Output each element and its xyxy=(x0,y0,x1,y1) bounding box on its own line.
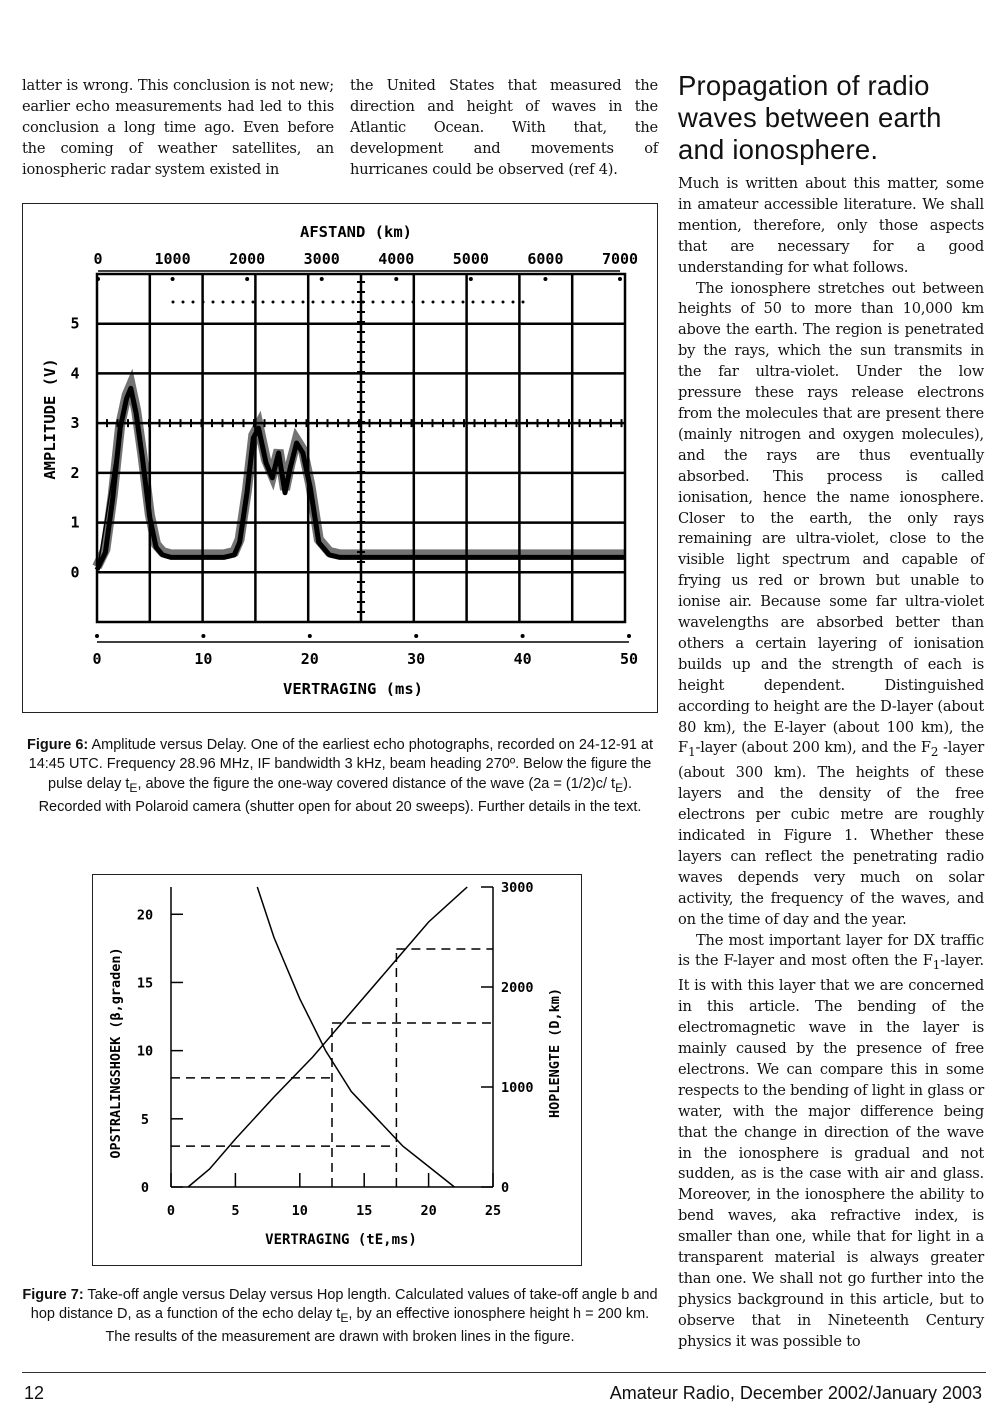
reference-dot xyxy=(182,301,185,304)
bottom-tick-dot xyxy=(521,634,525,638)
y2-tick-label: 0 xyxy=(501,1180,510,1196)
reference-dot xyxy=(172,301,175,304)
y-tick-label: 3 xyxy=(70,414,80,433)
reference-dot xyxy=(322,301,325,304)
x-tick-label: 10 xyxy=(291,1203,308,1219)
top-tick-dot xyxy=(394,277,398,281)
text-span: The most important layer for DX traffic is the F-layer and most often the F xyxy=(678,931,984,970)
y-tick-label: 0 xyxy=(140,1180,150,1196)
bottom-tick-dot xyxy=(414,634,418,638)
reference-dot xyxy=(402,301,405,304)
x-tick-label: 0 xyxy=(92,650,102,668)
x-tick-label: 20 xyxy=(300,650,319,668)
caption-label: Figure 7: xyxy=(22,1287,84,1303)
top-tick-dot xyxy=(320,277,324,281)
subscript: 2 xyxy=(930,745,939,760)
subscript: 1 xyxy=(932,958,941,973)
reference-dot xyxy=(192,301,195,304)
take-off-angle-curve xyxy=(257,887,454,1187)
caption-text: Take-off angle versus Delay versus Hop length. Calculated values of take-off angle b and hop distance D, as a function of the echo delay t xyxy=(30,1287,658,1323)
x-tick-label: 15 xyxy=(356,1203,373,1219)
x-tick-label: 5 xyxy=(231,1203,240,1219)
article-heading: Propagation of radio waves between earth and ionosphere. xyxy=(678,70,942,165)
reference-dot xyxy=(292,301,295,304)
reference-dot xyxy=(422,301,425,304)
y2-tick-label: 1000 xyxy=(501,1080,534,1096)
bottom-tick-dot xyxy=(95,634,99,638)
x-tick-label: 0 xyxy=(166,1203,176,1219)
y-tick-label: 4 xyxy=(70,364,80,383)
y2-axis-label: HOPLENGTE (D,km) xyxy=(547,987,563,1119)
bottom-tick-dot xyxy=(627,634,631,638)
reference-dot xyxy=(242,301,245,304)
top-axis-label: AFSTAND (km) xyxy=(300,223,412,241)
top-tick-label: 4000 xyxy=(378,250,415,268)
x-axis-label: VERTRAGING (ms) xyxy=(283,680,423,698)
top-tick-label: 3000 xyxy=(303,250,340,268)
figure-6-chart xyxy=(23,204,657,712)
reference-dot xyxy=(382,301,385,304)
text-span: -layer (about 200 km), and the F xyxy=(695,739,931,757)
figure-6-caption xyxy=(22,736,658,817)
reference-dot xyxy=(212,301,215,304)
y-tick-label: 20 xyxy=(136,907,154,924)
reference-dot xyxy=(482,301,485,304)
col2-paragraph: the United States that measured the direction and height of waves in the Atlantic Ocean. With that, the development and movements of hurricanes could be observed (ref 4). xyxy=(350,77,658,178)
x-tick-label: 10 xyxy=(194,650,213,668)
bottom-tick-dot xyxy=(308,634,312,638)
top-tick-dot xyxy=(171,277,175,281)
top-tick-label: 5000 xyxy=(452,250,489,268)
reference-dot xyxy=(352,301,355,304)
reference-dot xyxy=(442,301,445,304)
reference-dot xyxy=(282,301,285,304)
y-tick-label: 10 xyxy=(136,1043,154,1060)
subscript: 1 xyxy=(687,745,696,760)
top-tick-dot xyxy=(469,277,473,281)
caption-text: , above the figure the one-way covered distance of the wave (2a = (1/2)c/ t xyxy=(137,775,616,792)
reference-dot xyxy=(262,301,265,304)
figure-6-frame xyxy=(22,203,658,713)
top-tick-dot xyxy=(245,277,249,281)
reference-dot xyxy=(392,301,395,304)
top-tick-label: 6000 xyxy=(527,250,564,268)
col3-paragraph-2 xyxy=(678,279,984,931)
reference-dot xyxy=(432,301,435,304)
top-tick-label: 1000 xyxy=(154,250,191,268)
column-1 xyxy=(22,76,334,181)
x-tick-label: 40 xyxy=(513,650,532,668)
y-tick-label: 1 xyxy=(70,513,80,532)
reference-dot xyxy=(452,301,455,304)
reference-dot xyxy=(412,301,415,304)
text-span: -layer (about 300 km). The heights of these layers and the density of the free electrons per cubic metre are roughly indicated in Figure 1. Whether these layers can reflect the penetrating radio waves depends very much on solar activity, the frequency of the waves, and on the time of day and the year. xyxy=(678,739,984,928)
caption-text: ). Recorded with Polaroid camera (shutter open for about 20 sweeps). Further details in the text. xyxy=(38,775,642,815)
reference-dot xyxy=(202,301,205,304)
reference-dot xyxy=(332,301,335,304)
top-tick-dot xyxy=(543,277,547,281)
reference-dot xyxy=(362,301,365,304)
caption-text: , by an effective ionosphere height h = 200 km. The results of the measurement are drawn with broken lines in the figure. xyxy=(105,1306,650,1346)
reference-dot xyxy=(302,301,305,304)
figure-7-chart xyxy=(93,875,581,1265)
caption-label: Figure 6: xyxy=(27,737,89,753)
reference-dot xyxy=(252,301,255,304)
col3-paragraph-3 xyxy=(678,931,984,1353)
y2-tick-label: 2000 xyxy=(501,980,534,996)
y2-tick-label: 3000 xyxy=(501,880,534,896)
figure-7-caption xyxy=(22,1286,658,1348)
top-tick-label: 0 xyxy=(93,250,103,268)
y-axis-label: OPSTRALINGSHOEK (β,graden) xyxy=(108,947,124,1159)
subscript: E xyxy=(129,780,138,795)
reference-dot xyxy=(342,301,345,304)
page-number: 12 xyxy=(24,1383,45,1403)
reference-dot xyxy=(462,301,465,304)
column-2 xyxy=(350,76,658,181)
subscript: E xyxy=(615,780,624,795)
caption-text: Amplitude versus Delay. One of the earliest echo photographs, recorded on 24-12-91 at 14:45 UTC. Frequency 28.96 MHz, IF bandwidth 3 kHz, beam heading 270º. Below the figure the pulse delay t xyxy=(28,737,653,792)
x-tick-label: 30 xyxy=(407,650,426,668)
x-tick-label: 50 xyxy=(619,650,639,668)
hop-length-curve xyxy=(188,887,467,1187)
reference-dot xyxy=(232,301,235,304)
top-tick-dot xyxy=(618,277,622,281)
reference-dot xyxy=(222,301,225,304)
text-span: The ionosphere stretches out between heights of 50 to more than 10,000 km above the earth. The region is penetrated by the rays, which the sun transmits in the far ultra-violet. Under the low pressure these rays release electrons from the molecules that are present there (mainly nitrogen and oxygen molecules), and the rays are thus eventually absorbed. This process is called ionisation, hence the name ionosphere. Closer to the earth, the only rays remaining are ultra-violet, close to the visible light spectrum and capable of frying us red or brown but unable to ionise air. Because some far ultra-violet wavelengths are absorbed better than others a certain layering of ionisation builds up and the strength of each is height dependent. Distinguished according to height are the D-layer (about 80 km), the E-layer (about 100 km), the F xyxy=(678,279,984,757)
publication-line: Amateur Radio, December 2002/January 2003 xyxy=(609,1383,982,1403)
reference-dot xyxy=(522,301,525,304)
y-tick-label: 0 xyxy=(70,563,80,582)
col3-paragraph-1: Much is written about this matter, some in amateur accessible literature. We shall mention, therefore, only those aspects that are necessary for a good understanding for what follows. xyxy=(678,175,984,276)
subscript: E xyxy=(340,1311,349,1326)
figure-7-frame xyxy=(92,874,582,1266)
top-tick-label: 2000 xyxy=(229,250,266,268)
reference-dot xyxy=(312,301,315,304)
y-axis-label: AMPLITUDE (V) xyxy=(41,358,59,480)
column-3 xyxy=(678,174,984,1353)
y-tick-label: 15 xyxy=(136,975,154,992)
top-tick-dot xyxy=(96,277,100,281)
y-tick-label: 2 xyxy=(70,463,80,482)
reference-dot xyxy=(502,301,505,304)
reference-dot xyxy=(492,301,495,304)
y-tick-label: 5 xyxy=(70,314,80,333)
y-tick-label: 5 xyxy=(140,1111,150,1128)
reference-dot xyxy=(472,301,475,304)
col1-paragraph: latter is wrong. This conclusion is not new; earlier echo measurements had led to this conclusion a long time ago. Even before the coming of weather satellites, an ionospheric radar system existed in xyxy=(22,77,334,178)
x-axis-label: VERTRAGING (tE,ms) xyxy=(265,1232,417,1248)
reference-dot xyxy=(372,301,375,304)
reference-dot xyxy=(272,301,275,304)
footer-rule xyxy=(22,1372,986,1373)
top-tick-label: 7000 xyxy=(601,250,639,268)
x-tick-label: 25 xyxy=(484,1203,502,1219)
text-span: -layer. It is with this layer that we are concerned in this article. The bending of the electromagnetic wave in the layer is mainly caused by the presence of free electrons. We can compare this in some respects to the bending of light in glass or water, with the major difference being that the change in direction of the wave in the ionosphere is gradual and not sudden, as is the case with air and glass. Moreover, in the ionosphere the ability to bend waves, aka refractive index, is smaller than one, while that for light in a transparent material is always greater than one. We shall not go further into the physics background in this article, but to observe that in Nineteenth Century physics it was possible to xyxy=(678,952,984,1350)
bottom-tick-dot xyxy=(201,634,205,638)
x-tick-label: 20 xyxy=(420,1203,437,1219)
reference-dot xyxy=(512,301,515,304)
